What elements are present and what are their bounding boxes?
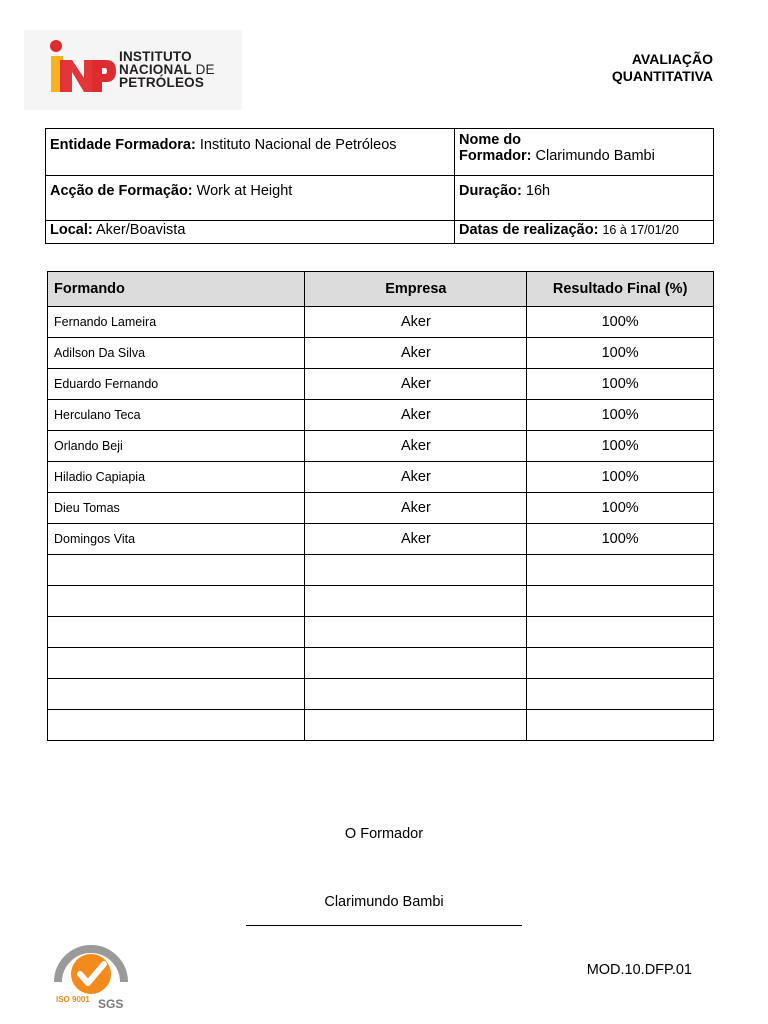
resultado-cell	[527, 555, 714, 586]
table-row	[48, 617, 714, 648]
formando-cell: Domingos Vita	[48, 524, 305, 555]
header-formando: Formando	[48, 272, 305, 307]
resultado-cell	[527, 710, 714, 741]
formando-cell: Fernando Lameira	[48, 307, 305, 338]
resultado-cell: 100%	[527, 524, 714, 555]
formando-cell: Hiladio Capiapia	[48, 462, 305, 493]
results-table	[47, 271, 714, 741]
table-row	[48, 431, 714, 462]
table-row	[48, 493, 714, 524]
empresa-cell	[305, 648, 527, 679]
header-resultado: Resultado Final (%)	[527, 272, 714, 307]
duracao-cell: Duração: 16h	[455, 176, 714, 221]
resultado-cell: 100%	[527, 431, 714, 462]
iso-certification-seal	[50, 936, 132, 1017]
formando-cell	[48, 648, 305, 679]
table-row	[48, 555, 714, 586]
formando-cell: Dieu Tomas	[48, 493, 305, 524]
empresa-cell	[305, 679, 527, 710]
table-row	[48, 369, 714, 400]
resultado-cell	[527, 679, 714, 710]
table-row	[48, 400, 714, 431]
empresa-cell: Aker	[305, 524, 527, 555]
accao-cell: Acção de Formação: Work at Height	[46, 176, 455, 221]
table-row	[48, 586, 714, 617]
empresa-cell: Aker	[305, 307, 527, 338]
table-row	[48, 307, 714, 338]
table-row	[48, 710, 714, 741]
table-row	[48, 462, 714, 493]
formando-cell	[48, 710, 305, 741]
formador-cell: Nome do Formador: Clarimundo Bambi	[455, 129, 714, 176]
table-row	[48, 679, 714, 710]
iso-label: ISO 9001	[56, 995, 90, 1004]
entidade-cell: Entidade Formadora: Instituto Nacional de Petróleos	[46, 129, 455, 176]
formando-cell: Eduardo Fernando	[48, 369, 305, 400]
resultado-cell	[527, 586, 714, 617]
formando-cell	[48, 679, 305, 710]
empresa-cell: Aker	[305, 431, 527, 462]
document-title: AVALIAÇÃO QUANTITATIVA	[611, 51, 713, 84]
signature-line	[246, 925, 522, 926]
iso-certification-icon	[50, 936, 132, 1012]
resultado-cell: 100%	[527, 338, 714, 369]
empresa-cell: Aker	[305, 338, 527, 369]
table-row	[48, 524, 714, 555]
signature-label: O Formador	[344, 826, 424, 842]
course-info-table	[45, 128, 714, 244]
inp-logo	[24, 30, 242, 110]
empresa-cell	[305, 586, 527, 617]
formando-cell	[48, 555, 305, 586]
resultado-cell: 100%	[527, 493, 714, 524]
header-empresa: Empresa	[305, 272, 527, 307]
empresa-cell: Aker	[305, 400, 527, 431]
sgs-label: SGS	[98, 997, 124, 1011]
resultado-cell: 100%	[527, 369, 714, 400]
formando-cell	[48, 586, 305, 617]
empresa-cell: Aker	[305, 493, 527, 524]
local-cell: Local: Aker/Boavista	[46, 221, 455, 244]
form-code: MOD.10.DFP.01	[586, 962, 692, 978]
empresa-cell: Aker	[305, 462, 527, 493]
formando-cell: Adilson Da Silva	[48, 338, 305, 369]
table-row	[48, 648, 714, 679]
inp-logo-mark-icon	[48, 38, 118, 98]
datas-cell: Datas de realização: 16 à 17/01/20	[455, 221, 714, 244]
formando-cell: Orlando Beji	[48, 431, 305, 462]
formando-cell	[48, 617, 305, 648]
empresa-cell	[305, 710, 527, 741]
empresa-cell: Aker	[305, 369, 527, 400]
empresa-cell	[305, 617, 527, 648]
resultado-cell	[527, 617, 714, 648]
resultado-cell	[527, 648, 714, 679]
resultado-cell: 100%	[527, 462, 714, 493]
empresa-cell	[305, 555, 527, 586]
resultado-cell: 100%	[527, 307, 714, 338]
inp-logo-text: INSTITUTO NACIONAL DE PETRÓLEOS	[119, 49, 215, 90]
formando-cell: Herculano Teca	[48, 400, 305, 431]
signature-name: Clarimundo Bambi	[324, 894, 444, 910]
table-row	[48, 338, 714, 369]
resultado-cell: 100%	[527, 400, 714, 431]
